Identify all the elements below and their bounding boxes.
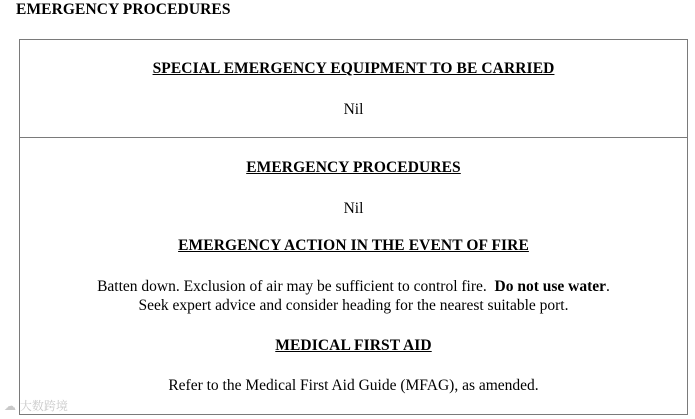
fire-emphasis: Do not use water <box>494 278 607 295</box>
fire-title: EMERGENCY ACTION IN THE EVENT OF FIRE <box>178 237 529 254</box>
fire-instructions-line2: Seek expert advice and consider heading for the nearest suitable port. <box>138 297 569 314</box>
watermark-logo-icon: ☁ <box>4 399 16 413</box>
equipment-value: Nil <box>343 101 364 118</box>
emergency-table <box>19 39 688 415</box>
fire-text: Batten down. Exclusion of air may be sufficient to control fire. <box>97 278 487 295</box>
watermark-text: 大数跨境 <box>19 399 68 413</box>
equipment-title: SPECIAL EMERGENCY EQUIPMENT TO BE CARRIED <box>152 60 555 77</box>
procedures-value: Nil <box>343 200 364 217</box>
watermark <box>4 397 68 414</box>
fire-period: . <box>606 278 610 295</box>
procedures-title: EMERGENCY PROCEDURES <box>246 159 461 176</box>
first-aid-title: MEDICAL FIRST AID <box>275 337 432 354</box>
first-aid-text: Refer to the Medical First Aid Guide (MFAG), as amended. <box>168 377 539 394</box>
page-heading: EMERGENCY PROCEDURES <box>16 1 231 18</box>
equipment-section <box>20 40 687 138</box>
fire-instructions-line1 <box>20 277 687 296</box>
